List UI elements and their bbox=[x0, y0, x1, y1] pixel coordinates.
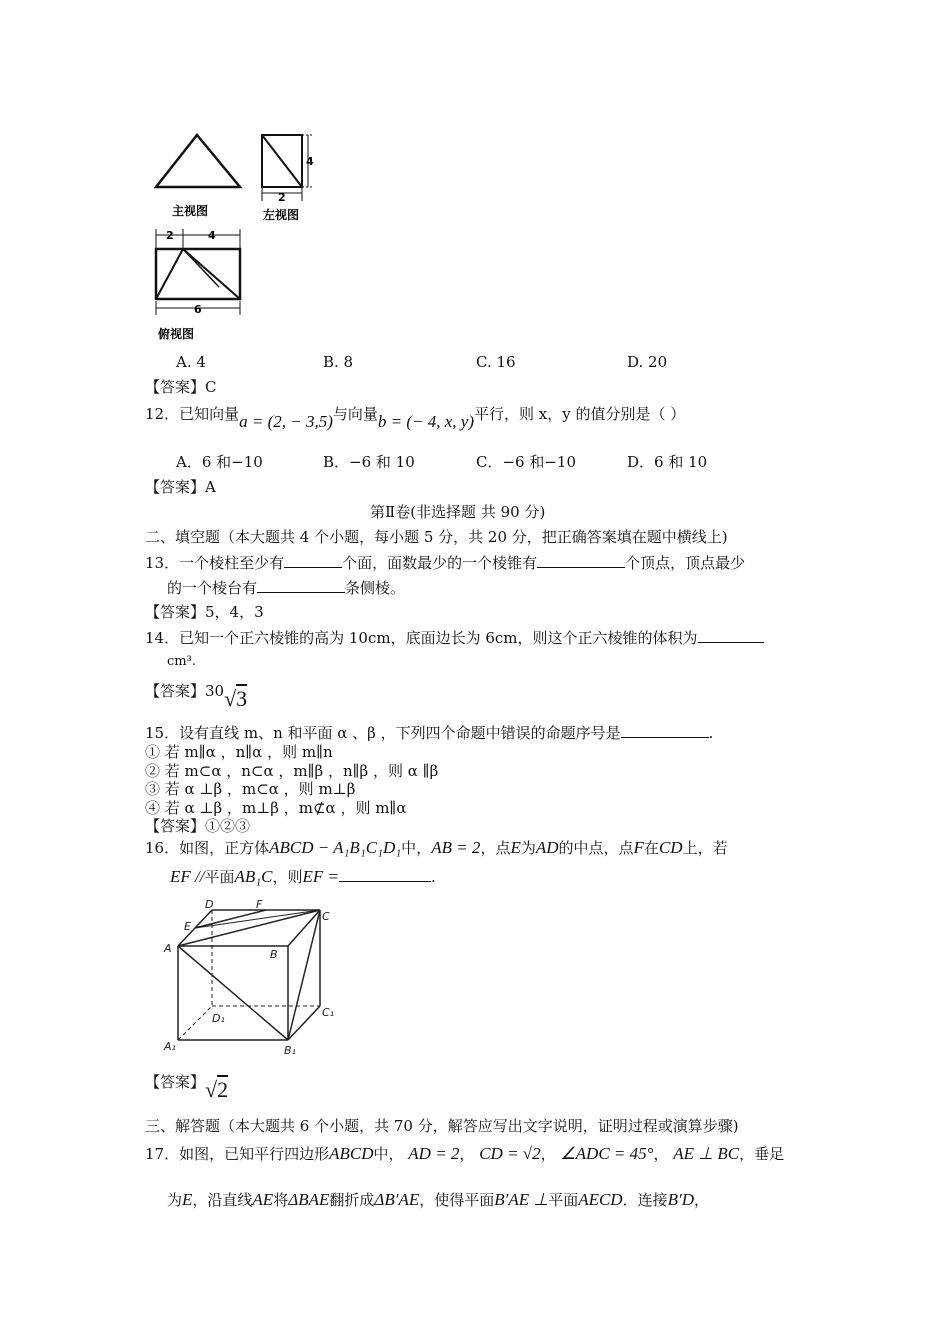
side-height-dim: 4 bbox=[306, 155, 314, 168]
side-view-label: 左视图 bbox=[263, 208, 300, 222]
section2-heading: 二、填空题（本大题共 4 个小题，每小题 5 分，共 20 分，把正确答案填在题中横线上) bbox=[145, 528, 728, 546]
cube-label-c1: C₁ bbox=[322, 1006, 335, 1019]
q15-item-4: ④ 若 α ⊥β ，m⊥β ，m⊄α ，则 m∥α bbox=[145, 799, 407, 817]
q15-stem: 15．设有直线 m、n 和平面 α 、β ，下列四个命题中错误的命题序号是 . bbox=[145, 724, 714, 742]
top-view-label: 俯视图 bbox=[158, 327, 195, 341]
side-width-dim: 2 bbox=[278, 191, 286, 204]
top-left-dim: 2 bbox=[166, 229, 174, 242]
q14-answer: 【答案】30√3 bbox=[145, 682, 248, 711]
q12-option-c: C．−6 和−10 bbox=[476, 453, 577, 471]
cube-label-f: F bbox=[256, 898, 263, 911]
sqrt-symbol: √3 bbox=[224, 686, 248, 711]
q11-answer: 【答案】C bbox=[145, 378, 217, 396]
q15-item-1: ① 若 m∥α ，n∥α ，则 m∥n bbox=[145, 743, 333, 761]
q15-item-2: ② 若 m⊂α ，n⊂α ，m∥β ，n∥β ，则 α ∥β bbox=[145, 762, 439, 780]
q12-vector-a: a = (2, − 3,5) bbox=[239, 412, 333, 431]
cube-label-b: B bbox=[270, 948, 278, 961]
q16-line1: 16．如图，正方体ABCD − A₁B₁C₁D₁中，AB = 2，点E为AD的中点，点F在CD上，若 bbox=[145, 838, 728, 857]
part2-title: 第Ⅱ卷(非选择题 共 90 分) bbox=[370, 503, 546, 521]
cube-label-d: D bbox=[205, 898, 214, 911]
top-right-dim: 4 bbox=[208, 229, 216, 242]
q12-option-b: B．−6 和 10 bbox=[323, 453, 415, 471]
q13-line1: 13．一个棱柱至少有 个面，面数最少的一个棱锥有 个顶点，顶点最少 bbox=[145, 554, 746, 572]
section3-heading: 三、解答题（本大题共 6 个小题，共 70 分，解答应写出文字说明，证明过程或演算步骤) bbox=[145, 1117, 739, 1135]
three-views-figure bbox=[148, 125, 338, 345]
q11-option-a: A. 4 bbox=[176, 353, 206, 371]
q16-answer: 【答案】√2 bbox=[145, 1073, 229, 1102]
sqrt-symbol: √2 bbox=[205, 1077, 229, 1102]
q12-answer: 【答案】A bbox=[145, 478, 216, 496]
front-view-triangle bbox=[156, 135, 240, 187]
q11-option-c: C. 16 bbox=[476, 353, 516, 371]
q14-line1: 14．已知一个正六棱锥的高为 10cm，底面边长为 6cm，则这个正六棱锥的体积为 bbox=[145, 627, 764, 648]
q15-answer: 【答案】①②③ bbox=[145, 817, 251, 835]
q11-option-d: D. 20 bbox=[627, 353, 668, 371]
q12-option-d: D．6 和 10 bbox=[627, 453, 708, 471]
cube-label-d1: D₁ bbox=[212, 1012, 225, 1025]
cube-label-c: C bbox=[322, 910, 330, 923]
q12-stem: 12．已知向量a = (2, − 3,5)与向量b = (− 4, x, y)平行，则 x，y 的值分别是（ ） bbox=[145, 405, 686, 431]
q12-option-a: A．6 和−10 bbox=[176, 453, 263, 471]
q17-line1: 17．如图，已知平行四边形ABCD中， AD = 2， CD = √2， ∠ADC = 45°， AE ⊥ BC，垂足 bbox=[145, 1144, 785, 1163]
q13-line2: 的一个棱台有 条侧棱。 bbox=[167, 579, 406, 597]
cube-label-a: A bbox=[164, 942, 172, 955]
q12-vector-b: b = (− 4, x, y) bbox=[377, 412, 474, 431]
cube-label-e: E bbox=[184, 920, 191, 933]
q16-line2: EF //平面AB₁C，则EF = . bbox=[170, 867, 436, 886]
cube-figure bbox=[160, 896, 360, 1066]
cube-label-b1: B₁ bbox=[284, 1044, 296, 1057]
top-bottom-dim: 6 bbox=[194, 303, 202, 316]
q11-option-b: B. 8 bbox=[323, 353, 354, 371]
front-view-label: 主视图 bbox=[172, 204, 209, 218]
cube-label-a1: A₁ bbox=[164, 1040, 176, 1053]
q13-answer: 【答案】5，4，3 bbox=[145, 603, 264, 621]
q17-line2: 为E，沿直线AE将ΔBAE翻折成ΔB′AE，使得平面B′AE ⊥平面AECD．连接B′D， bbox=[167, 1190, 710, 1209]
q14-line2: cm³. bbox=[167, 654, 196, 669]
q15-item-3: ③ 若 α ⊥β ，m⊂α ，则 m⊥β bbox=[145, 780, 356, 798]
